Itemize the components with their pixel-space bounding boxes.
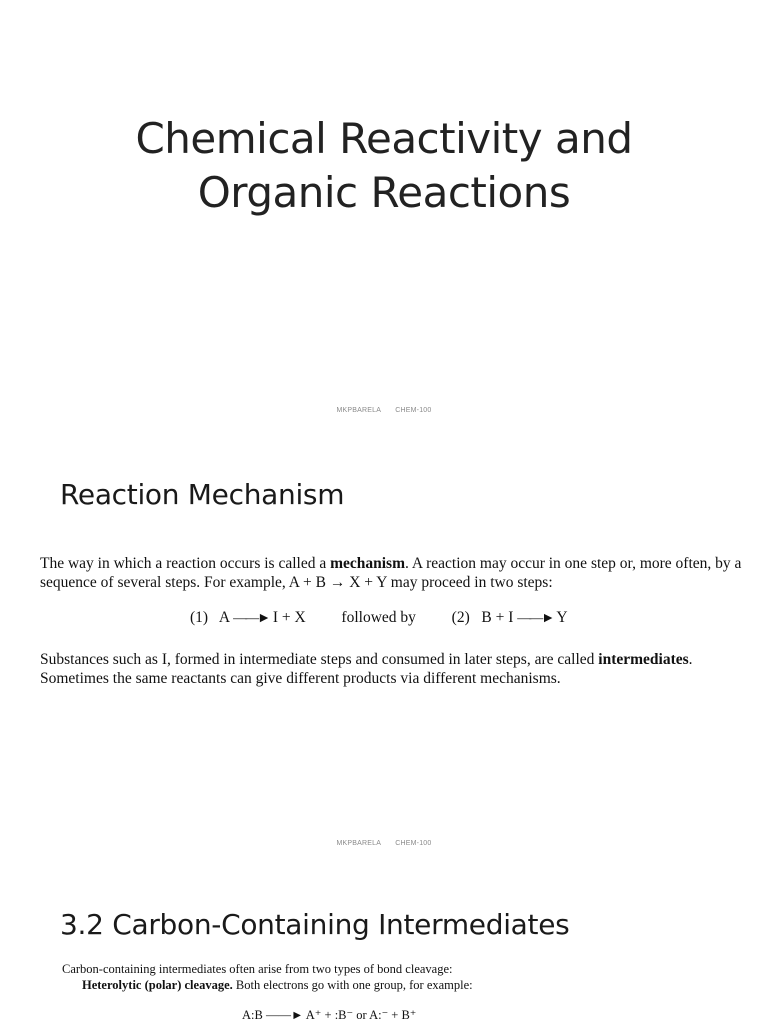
title-line-1: Chemical Reactivity and: [135, 114, 633, 163]
reaction-arrow-icon: ——►: [233, 611, 269, 626]
heterolytic-equation: A:B ——► A⁺ + :B⁻ or A:⁻ + B⁺: [242, 1008, 417, 1022]
cleavage-paragraph: [62, 961, 662, 993]
slide-reaction-mechanism: [0, 432, 768, 864]
para2-bold: intermediates: [598, 651, 689, 668]
step2-product: Y: [556, 609, 568, 626]
para1-bold: mechanism: [330, 555, 405, 572]
footer-course: CHEM-100: [395, 407, 432, 414]
step1-product: I + X: [272, 609, 306, 626]
footer-author: MKPBARELA: [336, 840, 382, 847]
para1-text-a: The way in which a reaction occurs is called a: [40, 555, 331, 572]
footer-author: MKPBARELA: [336, 407, 382, 414]
slide-title: [0, 0, 768, 432]
followed-by-text: followed by: [341, 609, 416, 626]
step2-number: (2): [451, 609, 470, 626]
reaction-arrow-icon: ——►: [517, 611, 554, 626]
presentation-title: [0, 112, 768, 220]
slide-footer: [0, 407, 768, 414]
intermediates-paragraph: [40, 650, 750, 688]
slide-heading: 3.2 Carbon-Containing Intermediates: [60, 908, 570, 941]
title-line-2: Organic Reactions: [197, 168, 571, 217]
slide-footer: [0, 840, 768, 847]
heterolytic-text: Both electrons go with one group, for example:: [232, 978, 473, 992]
para1-text-c: . A reaction may occur in one step or, more often, by a sequence of several steps. For example, A + B → X + Y may proceed in two steps:: [40, 555, 742, 591]
heterolytic-bold: Heterolytic (polar) cleavage.: [82, 978, 233, 992]
cleavage-intro: Carbon-containing intermediates often arise from two types of bond cleavage:: [62, 962, 453, 976]
reaction-steps-equation: [190, 609, 610, 627]
footer-course: CHEM-100: [395, 840, 432, 847]
mechanism-paragraph: [40, 554, 750, 592]
heterolytic-line: [62, 977, 662, 993]
step1-number: (1): [190, 609, 209, 626]
slide-carbon-intermediates: [0, 864, 768, 1024]
para2-text-a: Substances such as I, formed in intermediate steps and consumed in later steps, are called: [40, 651, 599, 668]
para2-text-c: . Sometimes the same reactants can give different products via different mechanisms.: [40, 651, 693, 687]
step1-reactant: A: [218, 609, 230, 626]
slide-heading: Reaction Mechanism: [60, 478, 345, 511]
step2-reactant: B + I: [481, 609, 514, 626]
